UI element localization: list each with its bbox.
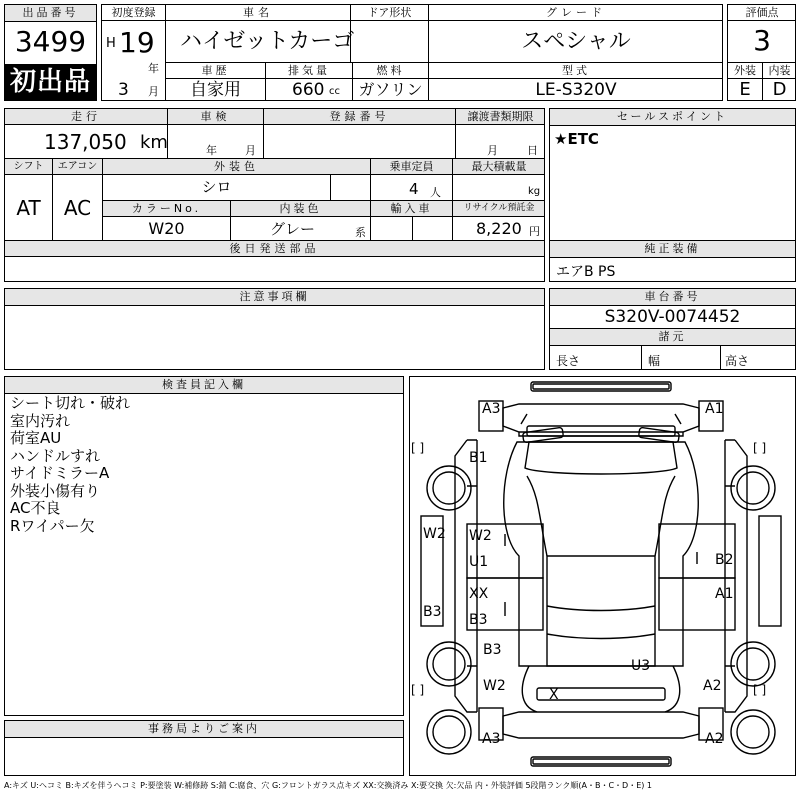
car-name-label: 車名	[243, 6, 273, 19]
mark-inner-w2: W2	[469, 528, 492, 544]
ext-color-value: シロ	[201, 178, 232, 196]
inspector-line: AC不良	[10, 499, 61, 517]
history-value: 自家用	[190, 80, 241, 100]
first-reg-month-unit: 月	[148, 85, 159, 98]
mark-rear-a2: A2	[703, 678, 722, 694]
mark-right-b2: B2	[715, 552, 734, 568]
ext-grade-label: 外装	[734, 64, 756, 77]
bracket-right-rear: [ ]	[753, 683, 767, 697]
int-color-suffix: 系	[355, 226, 366, 239]
dimensions-label: 諸元	[550, 329, 795, 346]
displacement-unit: cc	[329, 86, 340, 97]
mileage-value: 137,050	[44, 130, 127, 154]
mark-rear-left: A3	[482, 731, 501, 747]
sales-points-label: セールスポイント	[550, 109, 795, 126]
mileage-unit: km	[140, 132, 168, 153]
int-grade-label: 内装	[768, 64, 791, 77]
mileage-label: 走行	[71, 110, 101, 123]
import-label: 輸入車	[390, 202, 433, 215]
grade-label: グレード	[546, 6, 606, 19]
mark-inner-u1: U1	[469, 554, 489, 570]
model-label: 型式	[562, 64, 590, 77]
transfer-label: 譲渡書類期限	[467, 110, 534, 123]
first-reg-year: 19	[119, 26, 155, 59]
displacement-label: 排気量	[288, 64, 330, 77]
equipment-label: 純正装備	[550, 241, 795, 258]
mark-rear-w2: W2	[483, 678, 506, 694]
office-label: 事務局よりご案内	[5, 721, 403, 738]
capacity-value: 4	[409, 180, 419, 198]
lot-label: 出品番号	[5, 5, 96, 22]
int-grade-value: D	[772, 79, 787, 100]
inspector-line: シート切れ・破れ	[10, 394, 131, 412]
inspection-month-unit: 月	[245, 144, 256, 157]
mark-x: X	[549, 687, 559, 703]
mark-left-w2: W2	[423, 526, 446, 542]
inspector-line: ハンドルすれ	[10, 446, 101, 465]
history-label: 車歴	[201, 64, 230, 77]
recycle-value: 8,220	[476, 219, 522, 238]
displacement-value: 660	[292, 80, 325, 100]
inspector-label: 検査員記入欄	[5, 377, 403, 394]
aircon-value: AC	[63, 196, 92, 220]
ext-grade-value: E	[739, 79, 751, 100]
transfer-day-unit: 日	[527, 144, 538, 157]
inspector-line: 外装小傷有り	[10, 481, 101, 500]
bracket-left-front: [ ]	[411, 441, 425, 455]
score-label: 評価点	[745, 6, 779, 19]
capacity-label: 乗車定員	[389, 160, 434, 173]
car-name-value: ハイゼットカーゴ	[180, 29, 355, 54]
mark-left-b3: B3	[423, 604, 442, 620]
height-label: 高さ	[725, 354, 750, 368]
first-reg-label: 初度登録	[111, 6, 156, 19]
int-color-value: グレー	[270, 220, 316, 238]
lot-number: 3499	[14, 25, 87, 58]
chassis-value: S320V-0074452	[604, 307, 741, 327]
mark-xx: XX	[469, 586, 489, 602]
chassis-label: 車台番号	[550, 289, 795, 306]
inspector-line: 荷室AU	[10, 429, 62, 447]
max-load-unit: kg	[528, 186, 541, 197]
ext-color-label: 外装色	[214, 160, 259, 173]
fuel-value: ガソリン	[358, 80, 423, 99]
color-no-value: W20	[148, 219, 185, 238]
inspector-notes	[10, 395, 130, 535]
aircon-label: エアコン	[57, 161, 98, 172]
mark-front-right: A1	[705, 401, 724, 417]
color-no-label: カラーNo.	[131, 202, 202, 215]
door-label: ドア形状	[367, 6, 412, 19]
inspector-line: Rワイパー欠	[10, 516, 95, 535]
width-label: 幅	[648, 354, 661, 368]
mark-rear-right: A2	[705, 731, 724, 747]
recycle-label: リサイクル預託金	[463, 203, 535, 213]
inspection-year-unit: 年	[206, 144, 217, 157]
int-color-label: 内装色	[279, 202, 322, 215]
car-diagram-drawing	[409, 376, 796, 776]
bracket-left-rear: [ ]	[411, 683, 425, 697]
model-value: LE-S320V	[535, 80, 617, 100]
capacity-unit: 人	[430, 186, 441, 199]
score-value: 3	[753, 24, 771, 57]
first-reg-year-unit: 年	[148, 62, 159, 75]
era-letter: H	[106, 36, 116, 51]
transfer-month-unit: 月	[487, 144, 498, 157]
shift-label: シフト	[13, 161, 44, 172]
mark-u3: U3	[631, 658, 651, 674]
bracket-right-front: [ ]	[753, 441, 767, 455]
first-listing-badge: 初出品	[5, 64, 96, 100]
inspector-line: 室内汚れ	[10, 411, 71, 430]
recycle-unit: 円	[529, 225, 540, 238]
mark-rear-b3: B3	[483, 642, 502, 658]
mark-front-left: A3	[482, 401, 501, 417]
inspector-line: サイドミラーA	[10, 464, 110, 482]
reg-no-label: 登録番号	[329, 110, 390, 123]
notes-label: 注意事項欄	[5, 289, 544, 306]
inspection-label: 車検	[200, 110, 231, 123]
max-load-label: 最大積載量	[471, 160, 527, 173]
sales-points-value: ★ETC	[554, 130, 599, 148]
length-label: 長さ	[556, 354, 581, 368]
shift-value: AT	[16, 196, 41, 220]
equipment-value: エアB PS	[556, 264, 616, 280]
mark-inner-b3: B3	[469, 612, 488, 628]
first-reg-month: 3	[118, 80, 129, 100]
grade-value: スペシャル	[521, 29, 631, 54]
later-parts-label: 後日発送部品	[229, 242, 320, 255]
fuel-label: 燃料	[376, 64, 405, 77]
legend: A:キズ U:ヘコミ B:キズを伴うヘコミ P:要塗装 W:補修跡 S:錆 C:腐食、穴 G:フロントガラス点キズ XX:交換済み X:要交換 欠:欠品 内・外装評価 5段階ランク順(A・B・C・D・E) 1	[4, 781, 653, 790]
mark-b1: B1	[469, 450, 488, 466]
mark-right-a1: A1	[715, 586, 734, 602]
